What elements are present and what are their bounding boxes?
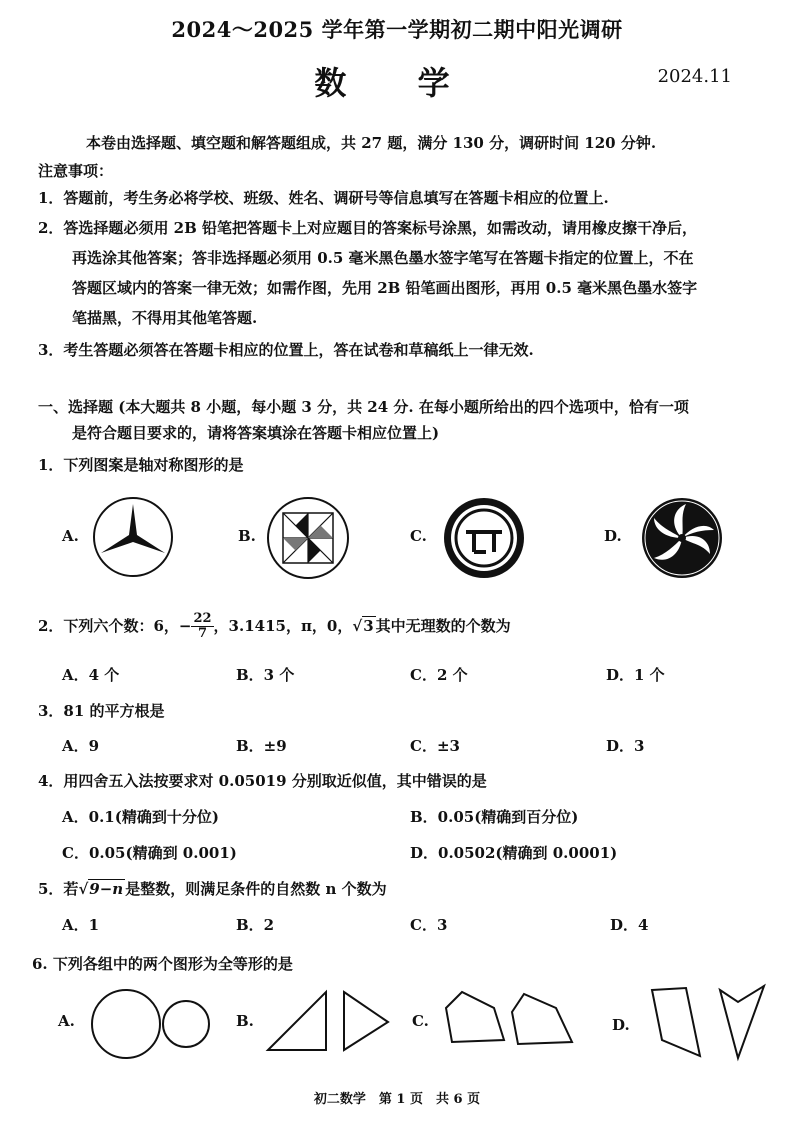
- q4-option-d: D．0.0502(精确到 0.0001): [410, 844, 618, 862]
- q3-option-c: C．±3: [410, 737, 460, 755]
- question-6: 6. 下列各组中的两个图形为全等形的是: [32, 955, 293, 973]
- q4-option-a: A．0.1(精确到十分位): [62, 808, 219, 826]
- q2-text-mid: ，3.1415，π，0，: [213, 616, 353, 635]
- section-heading-cont: 是符合题目要求的，请将答案填涂在答题卡相应位置上): [72, 424, 440, 442]
- q2-option-a: A．4 个: [62, 666, 120, 684]
- q2-sqrt-arg: 3: [363, 616, 374, 635]
- note-line: 答题区域内的答案一律无效；如需作图，先用 2B 铅笔画出图形，再用 0.5 毫米黑色墨水签字: [72, 279, 698, 297]
- q2-option-d: D．1 个: [606, 666, 665, 684]
- page-footer: 初二数学 第 1 页 共 6 页: [313, 1092, 481, 1107]
- q1-option-b: B.: [238, 527, 256, 545]
- q1-option-c: C.: [410, 527, 427, 545]
- q3-option-a: A．9: [62, 737, 100, 755]
- q1-option-d: D.: [604, 527, 622, 545]
- question-3: 3．81 的平方根是: [38, 702, 165, 720]
- q5-text-before: 5．若: [38, 880, 79, 898]
- q2-frac-sign: −: [178, 616, 192, 635]
- bauhinia-emblem-icon: [640, 496, 724, 580]
- q2-option-c: C．2 个: [410, 666, 468, 684]
- mercedes-star-icon: [92, 496, 174, 578]
- q2-sqrt-sym: √: [352, 616, 363, 635]
- exam-date: 2024.11: [657, 66, 732, 87]
- note-line: 2．答选择题必须用 2B 铅笔把答题卡上对应题目的答案标号涂黑，如需改动，请用橡皮擦干净后，: [38, 219, 698, 237]
- q5-sqrt-sym: √: [78, 880, 89, 898]
- q5-text-after: 是整数，则满足条件的自然数 n 个数为: [125, 880, 387, 898]
- q4-option-b: B．0.05(精确到百分位): [410, 808, 579, 826]
- question-1: 1．下列图案是轴对称图形的是: [38, 456, 244, 474]
- section-heading: 一、选择题 (本大题共 8 小题，每小题 3 分，共 24 分. 在每小题所给出的四个选项中，恰有一项: [38, 398, 689, 416]
- circle-emblem-icon: [442, 496, 526, 580]
- q5-option-c: C．3: [410, 916, 448, 934]
- exam-title: 2024～2025 学年第一学期初二期中阳光调研: [171, 17, 623, 42]
- note-line: 再选涂其他答案；答非选择题必须用 0.5 毫米黑色墨水签字笔写在答题卡指定的位置上，不在: [72, 249, 694, 267]
- q2-fraction: [191, 612, 213, 642]
- note-line: 笔描黑，不得用其他笔答题.: [72, 309, 258, 327]
- q5-sqrt-arg: 9−n: [89, 880, 124, 898]
- q2-frac-num: 22: [193, 611, 212, 626]
- q5-option-d: D．4: [610, 916, 649, 934]
- question-4: 4．用四舍五入法按要求对 0.05019 分别取近似值，其中错误的是: [38, 772, 487, 790]
- two-quadrilaterals-icon: [648, 984, 768, 1060]
- note-line: 3．考生答题必须答在答题卡相应的位置上，答在试卷和草稿纸上一律无效.: [38, 341, 534, 359]
- q2-frac-den: 7: [197, 626, 208, 642]
- two-triangles-icon: [266, 990, 392, 1054]
- q2-option-b: B．3 个: [236, 666, 295, 684]
- note-line: 1．答题前，考生务必将学校、班级、姓名、调研号等信息填写在答题卡相应的位置上.: [38, 189, 609, 207]
- q5-option-b: B．2: [236, 916, 275, 934]
- q6-option-a: A.: [58, 1012, 75, 1030]
- intro-text: 本卷由选择题、填空题和解答题组成，共 27 题，满分 130 分，调研时间 120 分钟.: [86, 134, 657, 152]
- q4-option-c: C．0.05(精确到 0.001): [62, 844, 237, 862]
- q5-option-a: A．1: [62, 916, 100, 934]
- q1-option-a: A.: [62, 527, 79, 545]
- q2-text-before: 2．下列六个数：6，: [38, 616, 179, 635]
- two-circles-icon: [90, 988, 210, 1060]
- notes-heading: 注意事项：: [38, 162, 114, 180]
- q6-option-b: B.: [236, 1012, 254, 1030]
- question-5: [38, 878, 387, 899]
- q6-option-c: C.: [412, 1012, 429, 1030]
- two-pentagons-icon: [440, 990, 576, 1050]
- q3-option-d: D．3: [606, 737, 645, 755]
- q6-option-d: D.: [612, 1016, 630, 1034]
- subject-title: 数 学: [314, 64, 480, 102]
- question-2: [38, 612, 511, 642]
- pinwheel-icon: [266, 496, 350, 580]
- q3-option-b: B．±9: [236, 737, 287, 755]
- q2-text-after: 其中无理数的个数为: [375, 616, 511, 635]
